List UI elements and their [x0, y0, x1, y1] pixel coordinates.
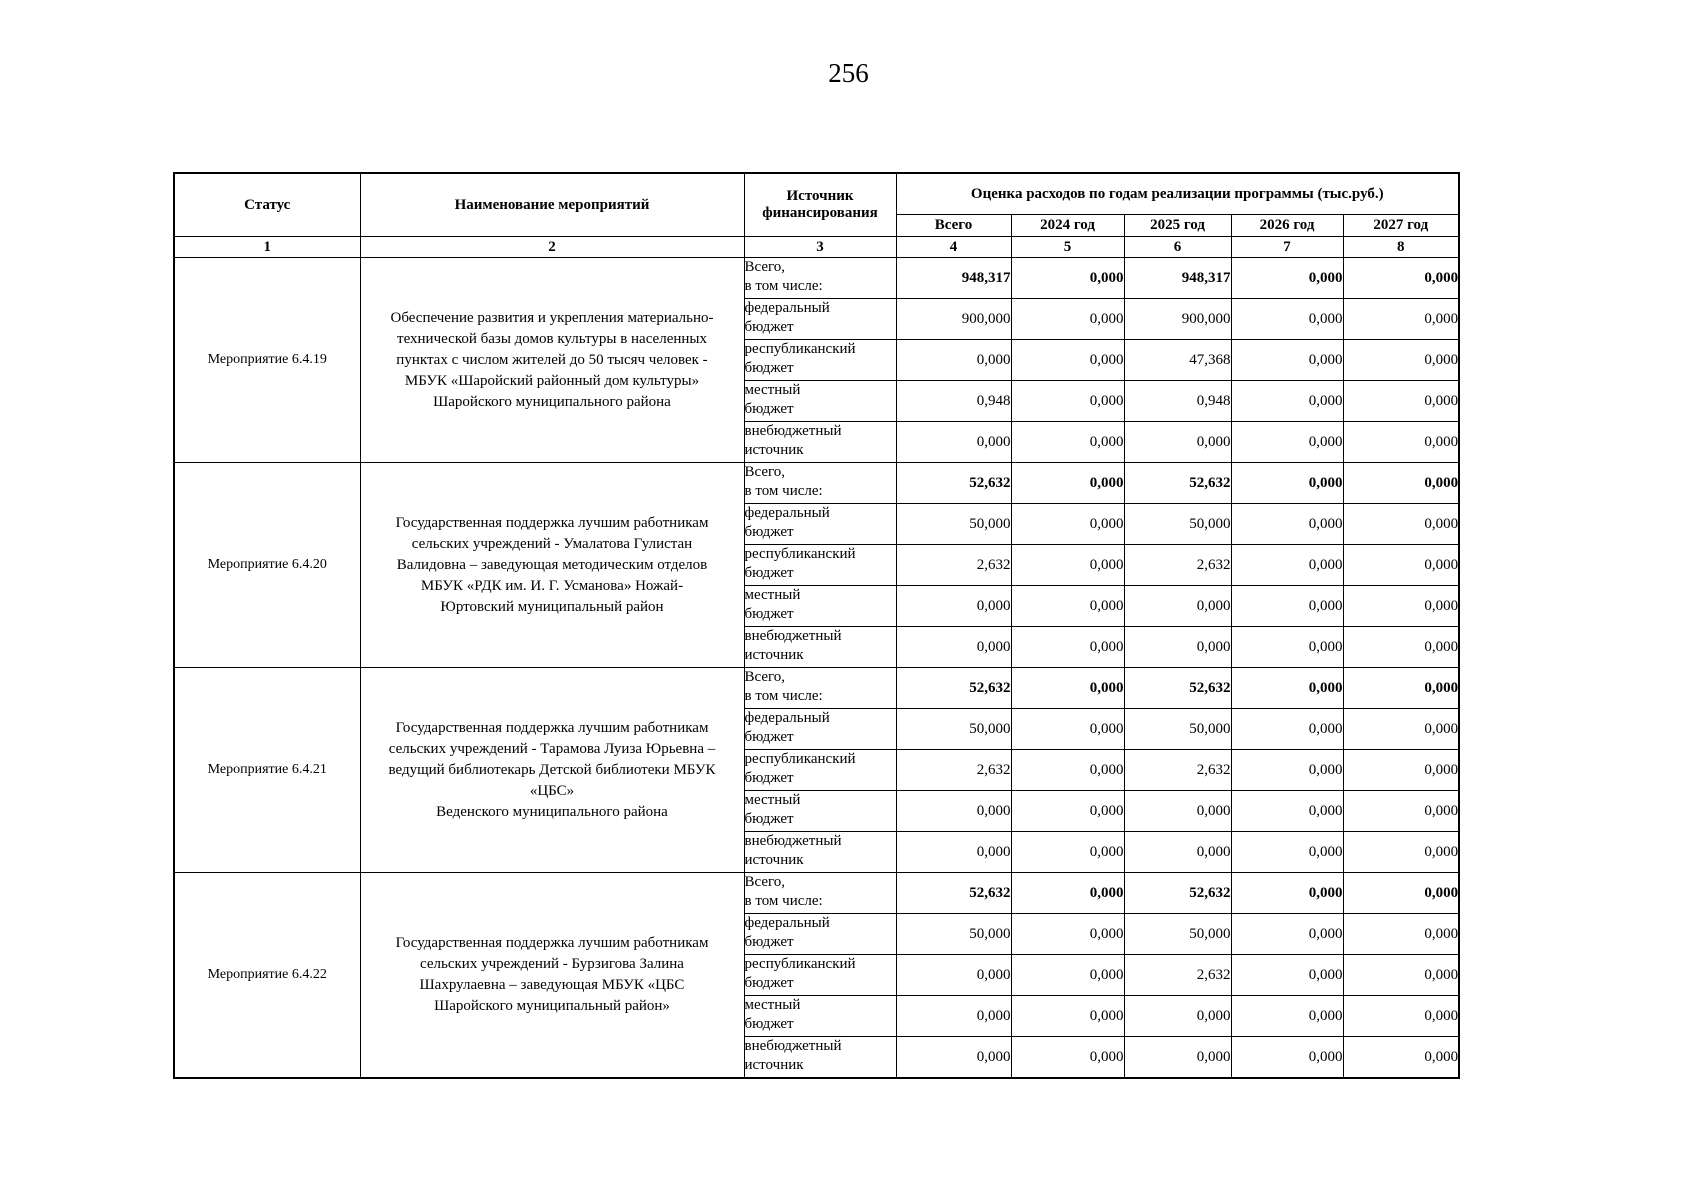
amount-cell: 2,632 [1124, 545, 1231, 586]
funding-source-line: в том числе: [744, 893, 823, 909]
amount-cell: 948,317 [1124, 258, 1231, 299]
amount-cell: 0,000 [1343, 1037, 1459, 1079]
amount-cell: 0,000 [1231, 914, 1343, 955]
funding-source-line: местный [744, 587, 801, 603]
amount-cell: 0,000 [896, 422, 1011, 463]
amount-cell: 0,000 [896, 586, 1011, 627]
funding-source-line: местный [744, 997, 801, 1013]
measure-name [360, 463, 744, 668]
amount-cell: 0,000 [896, 791, 1011, 832]
measure-name-line: сельских учреждений - Умалатова Гулистан [411, 535, 693, 552]
measure-name-line: Валидовна – заведующая методическим отделов [396, 556, 708, 573]
funding-source [744, 586, 896, 627]
funding-source-line: источник [744, 852, 804, 868]
amount-cell: 0,000 [1011, 299, 1124, 340]
amount-cell: 900,000 [1124, 299, 1231, 340]
amount-cell: 0,000 [1343, 996, 1459, 1037]
funding-source [744, 504, 896, 545]
funding-source-line: бюджет [744, 934, 794, 950]
amount-cell: 0,000 [1011, 1037, 1124, 1079]
amount-cell: 50,000 [896, 504, 1011, 545]
funding-source-line: федеральный [744, 505, 830, 521]
amount-cell: 52,632 [1124, 463, 1231, 504]
funding-source-line: бюджет [744, 360, 794, 376]
amount-cell: 0,000 [1231, 668, 1343, 709]
amount-cell: 50,000 [1124, 914, 1231, 955]
funding-source-line: бюджет [744, 729, 794, 745]
column-numbers-row [174, 237, 1459, 258]
amount-cell: 0,000 [896, 832, 1011, 873]
amount-cell: 0,000 [1231, 832, 1343, 873]
amount-cell: 2,632 [1124, 955, 1231, 996]
column-number: 5 [1011, 237, 1124, 258]
amount-cell: 0,000 [896, 627, 1011, 668]
measure-status: Мероприятие 6.4.19 [174, 258, 360, 463]
funding-source-line: источник [744, 442, 804, 458]
table-row [174, 873, 1459, 914]
measure-name [360, 668, 744, 873]
column-number: 2 [360, 237, 744, 258]
amount-cell: 2,632 [1124, 750, 1231, 791]
funding-source [744, 996, 896, 1037]
funding-source-line: бюджет [744, 975, 794, 991]
header-total: Всего [896, 215, 1011, 237]
measure-name-line: МБУК «РДК им. И. Г. Усманова» Ножай- [420, 577, 684, 594]
header-status: Статус [174, 173, 360, 237]
amount-cell: 0,000 [1231, 299, 1343, 340]
amount-cell: 0,000 [1124, 1037, 1231, 1079]
funding-source-line: федеральный [744, 300, 830, 316]
funding-source [744, 463, 896, 504]
amount-cell: 50,000 [1124, 504, 1231, 545]
measure-name-line: технической базы домов культуры в населенных [397, 330, 707, 347]
measure-name-line: Государственная поддержка лучшим работникам [395, 935, 709, 951]
measure-name-line: Обеспечение развития и укрепления материально- [390, 309, 714, 326]
amount-cell: 0,000 [1011, 463, 1124, 504]
amount-cell: 0,000 [1231, 545, 1343, 586]
amount-cell: 0,948 [896, 381, 1011, 422]
header-name: Наименование мероприятий [360, 173, 744, 237]
funding-source-line: местный [744, 792, 801, 808]
amount-cell: 0,000 [1124, 791, 1231, 832]
measure-name-line: сельских учреждений - Бурзигова Залина [420, 956, 684, 972]
measure-name-line: Государственная поддержка лучшим работникам [395, 514, 709, 531]
amount-cell: 0,000 [1231, 955, 1343, 996]
amount-cell: 0,000 [896, 996, 1011, 1037]
measure-name-line: Государственная поддержка лучшим работникам [395, 719, 709, 736]
amount-cell: 900,000 [896, 299, 1011, 340]
funding-source-line: внебюджетный [744, 628, 842, 644]
amount-cell: 0,000 [1231, 750, 1343, 791]
amount-cell: 0,000 [1011, 750, 1124, 791]
header-2025: 2025 год [1124, 215, 1231, 237]
funding-source [744, 1037, 896, 1079]
funding-source [744, 914, 896, 955]
amount-cell: 0,000 [1343, 627, 1459, 668]
funding-source-line: Всего, [744, 874, 786, 890]
amount-cell: 0,000 [1231, 791, 1343, 832]
amount-cell: 0,000 [1231, 709, 1343, 750]
amount-cell: 0,000 [1011, 955, 1124, 996]
amount-cell: 0,000 [1124, 996, 1231, 1037]
amount-cell: 0,000 [1011, 873, 1124, 914]
table-row [174, 463, 1459, 504]
table-row [174, 258, 1459, 299]
amount-cell: 50,000 [896, 914, 1011, 955]
measure-name-line: Юртовский муниципальный район [440, 598, 664, 615]
amount-cell: 0,000 [1343, 955, 1459, 996]
funding-source-line: бюджет [744, 565, 794, 581]
funding-source [744, 258, 896, 299]
amount-cell: 50,000 [896, 709, 1011, 750]
funding-source [744, 709, 896, 750]
amount-cell: 0,948 [1124, 381, 1231, 422]
column-number: 6 [1124, 237, 1231, 258]
amount-cell: 0,000 [1343, 340, 1459, 381]
amount-cell: 0,000 [1231, 996, 1343, 1037]
amount-cell: 0,000 [1343, 258, 1459, 299]
amount-cell: 0,000 [1231, 586, 1343, 627]
amount-cell: 47,368 [1124, 340, 1231, 381]
funding-source-line: республиканский [744, 956, 856, 972]
amount-cell: 50,000 [1124, 709, 1231, 750]
amount-cell: 0,000 [1011, 422, 1124, 463]
amount-cell: 0,000 [1011, 996, 1124, 1037]
header-2027: 2027 год [1343, 215, 1459, 237]
amount-cell: 0,000 [1343, 422, 1459, 463]
amount-cell: 52,632 [1124, 873, 1231, 914]
funding-source-line: бюджет [744, 524, 794, 540]
amount-cell: 0,000 [1011, 627, 1124, 668]
funding-source-line: республиканский [744, 751, 856, 767]
amount-cell: 0,000 [1011, 381, 1124, 422]
funding-source-line: Всего, [744, 259, 786, 275]
amount-cell: 0,000 [1343, 299, 1459, 340]
funding-source-line: внебюджетный [744, 423, 842, 439]
column-number: 8 [1343, 237, 1459, 258]
amount-cell: 0,000 [1343, 504, 1459, 545]
funding-source-line: в том числе: [744, 688, 823, 704]
column-number: 1 [174, 237, 360, 258]
amount-cell: 0,000 [1011, 668, 1124, 709]
measure-name-line: ведущий библиотекарь Детской библиотеки МБУК [388, 761, 716, 778]
measure-status: Мероприятие 6.4.22 [174, 873, 360, 1079]
funding-source-line: местный [744, 382, 801, 398]
amount-cell: 0,000 [1011, 504, 1124, 545]
measure-status: Мероприятие 6.4.21 [174, 668, 360, 873]
amount-cell: 0,000 [1343, 914, 1459, 955]
amount-cell: 0,000 [1231, 627, 1343, 668]
header-2024: 2024 год [1011, 215, 1124, 237]
measure-name-line: Шахрулаевна – заведующая МБУК «ЦБС [419, 977, 685, 993]
funding-source-line: в том числе: [744, 483, 823, 499]
funding-source-line: Всего, [744, 669, 786, 685]
amount-cell: 0,000 [1011, 340, 1124, 381]
funding-source-line: в том числе: [744, 278, 823, 294]
amount-cell: 0,000 [1011, 832, 1124, 873]
table-row [174, 668, 1459, 709]
amount-cell: 0,000 [1231, 1037, 1343, 1079]
measure-name-line: «ЦБС» [529, 782, 575, 799]
amount-cell: 0,000 [1011, 545, 1124, 586]
funding-source-line: бюджет [744, 770, 794, 786]
amount-cell: 0,000 [1231, 381, 1343, 422]
funding-source-line: бюджет [744, 811, 794, 827]
funding-source [744, 791, 896, 832]
funding-source [744, 545, 896, 586]
funding-source-line: внебюджетный [744, 1038, 842, 1054]
amount-cell: 2,632 [896, 545, 1011, 586]
amount-cell: 2,632 [896, 750, 1011, 791]
amount-cell: 0,000 [1011, 258, 1124, 299]
amount-cell: 0,000 [1231, 258, 1343, 299]
measure-name-line: Шаройского муниципального района [433, 393, 671, 410]
amount-cell: 0,000 [896, 955, 1011, 996]
measure-name-line: Веденского муниципального района [436, 803, 668, 820]
funding-source-line: бюджет [744, 1016, 794, 1032]
funding-source-line: федеральный [744, 710, 830, 726]
amount-cell: 0,000 [1343, 463, 1459, 504]
amount-cell: 0,000 [1343, 381, 1459, 422]
amount-cell: 0,000 [1231, 422, 1343, 463]
header-2026: 2026 год [1231, 215, 1343, 237]
amount-cell: 0,000 [1343, 873, 1459, 914]
measure-status: Мероприятие 6.4.20 [174, 463, 360, 668]
funding-source [744, 627, 896, 668]
amount-cell: 0,000 [1124, 586, 1231, 627]
budget-table [173, 172, 1460, 1079]
table-body [174, 258, 1459, 1079]
amount-cell: 52,632 [896, 873, 1011, 914]
funding-source-line: источник [744, 647, 804, 663]
amount-cell: 0,000 [1231, 463, 1343, 504]
funding-source-line: республиканский [744, 341, 856, 357]
amount-cell: 52,632 [1124, 668, 1231, 709]
amount-cell: 0,000 [1343, 709, 1459, 750]
funding-source-line: источник [744, 1057, 804, 1073]
funding-source-line: бюджет [744, 606, 794, 622]
header-source: Источник финансирования [744, 173, 896, 237]
header-estimate: Оценка расходов по годам реализации программы (тыс.руб.) [896, 173, 1459, 215]
column-number: 4 [896, 237, 1011, 258]
amount-cell: 0,000 [1231, 504, 1343, 545]
amount-cell: 0,000 [1343, 545, 1459, 586]
amount-cell: 0,000 [1011, 586, 1124, 627]
funding-source-line: республиканский [744, 546, 856, 562]
amount-cell: 0,000 [1124, 627, 1231, 668]
column-number: 3 [744, 237, 896, 258]
amount-cell: 0,000 [1343, 832, 1459, 873]
measure-name-line: МБУК «Шаройский районный дом культуры» [404, 372, 700, 389]
measure-name-line: пунктах с числом жителей до 50 тысяч человек - [396, 351, 708, 368]
amount-cell: 0,000 [1343, 750, 1459, 791]
amount-cell: 0,000 [1124, 422, 1231, 463]
amount-cell: 0,000 [1343, 791, 1459, 832]
measure-name-line: сельских учреждений - Тарамова Луиза Юрьевна – [388, 740, 716, 757]
amount-cell: 0,000 [1343, 586, 1459, 627]
amount-cell: 0,000 [896, 340, 1011, 381]
funding-source-line: бюджет [744, 401, 794, 417]
amount-cell: 52,632 [896, 463, 1011, 504]
funding-source-line: бюджет [744, 319, 794, 335]
amount-cell: 52,632 [896, 668, 1011, 709]
measure-name [360, 873, 744, 1079]
amount-cell: 0,000 [896, 1037, 1011, 1079]
funding-source [744, 668, 896, 709]
amount-cell: 0,000 [1011, 791, 1124, 832]
column-number: 7 [1231, 237, 1343, 258]
funding-source [744, 422, 896, 463]
amount-cell: 0,000 [1011, 709, 1124, 750]
funding-source-line: Всего, [744, 464, 786, 480]
funding-source [744, 299, 896, 340]
funding-source [744, 340, 896, 381]
funding-source [744, 832, 896, 873]
funding-source-line: внебюджетный [744, 833, 842, 849]
measure-name [360, 258, 744, 463]
funding-source-line: федеральный [744, 915, 830, 931]
amount-cell: 0,000 [1124, 832, 1231, 873]
amount-cell: 0,000 [1231, 873, 1343, 914]
funding-source [744, 381, 896, 422]
funding-source [744, 873, 896, 914]
page-number: 256 [828, 58, 869, 88]
funding-source [744, 750, 896, 791]
funding-source [744, 955, 896, 996]
amount-cell: 0,000 [1011, 914, 1124, 955]
amount-cell: 948,317 [896, 258, 1011, 299]
measure-name-line: Шаройского муниципальный район» [434, 998, 670, 1014]
amount-cell: 0,000 [1231, 340, 1343, 381]
amount-cell: 0,000 [1343, 668, 1459, 709]
